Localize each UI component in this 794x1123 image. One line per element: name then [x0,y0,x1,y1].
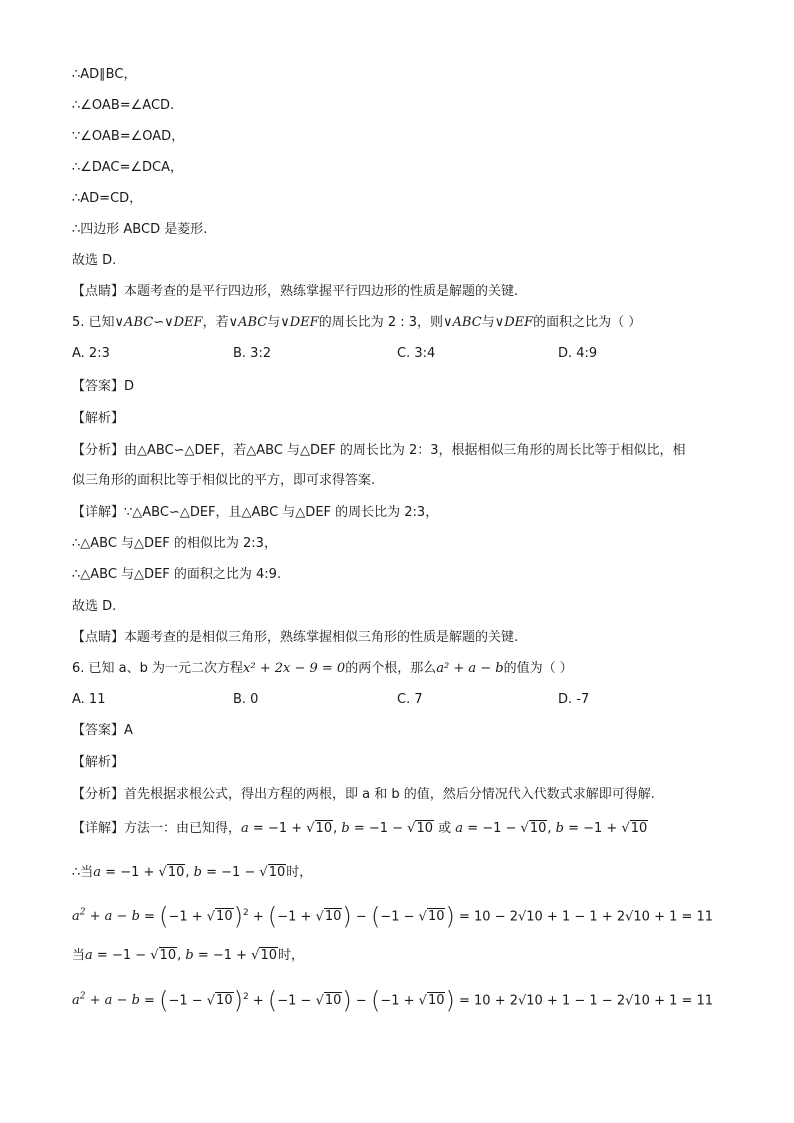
q6-answer: 【答案】A [72,723,133,738]
q6-calc-1: $a^2 + a - b = (-1 + √10)^2 + (-1 + √10) - (-1 - √10) = 10 - 2√10 + 1 - 1 + 2√10 + 1 = 11$ [72,902,714,931]
q5-analysis-cont: 似三角形的面积比等于相似比的平方，即可求得答案. [72,473,376,488]
q6-option-d: D. -7 [558,692,590,707]
q6-case-1: ∴当a = −1 + √10, b = −1 − √10时， [72,865,313,880]
proof-line: ∴∠OAB=∠ACD. [72,98,175,113]
q5-detail: ∴△ABC 与△DEF 的面积之比为 4:9. [72,567,282,582]
q6-option-c: C. 7 [397,692,423,707]
q5-dianjing: 【点睛】本题考查的是相似三角形，熟练掌握相似三角形的性质是解题的关键. [72,630,519,645]
q6-analysis-head: 【解析】 [72,755,125,770]
q5-stem: 5. 已知∨ABC∽∨DEF，若∨ABC与∨DEF的周长比为 2 : 3，则∨ABC与∨DEF的面积之比为（ ） [72,315,642,330]
similar-symbol: ∽ [153,315,165,330]
q6-case-2: 当a = −1 − √10, b = −1 + √10时， [72,948,305,963]
q5-option-d: D. 4:9 [558,346,598,361]
q5-choose: 故选 D. [72,599,117,614]
q5-analysis-head: 【解析】 [72,411,125,426]
tri-abc: ∨ABC [114,315,154,330]
q5-detail: 【详解】∵△ABC∽△DEF，且△ABC 与△DEF 的周长比为 2:3， [72,505,439,520]
tri-def: ∨DEF [164,315,203,330]
choose-line: 故选 D. [72,253,117,268]
proof-line: ∴四边形 ABCD 是菱形. [72,222,208,237]
q6-detail: 【详解】方法一：由已知得，a = −1 + √10, b = −1 − √10 或 a = −1 − √10, b = −1 + √10 [72,821,648,836]
q5-detail: ∴△ABC 与△DEF 的相似比为 2:3， [72,536,277,551]
q5-option-b: B. 3:2 [233,346,272,361]
proof-line: ∴AD=CD， [72,191,143,206]
proof-line: ∴AD∥BC， [72,67,137,82]
q6-analysis: 【分析】首先根据求根公式，得出方程的两根，即 a 和 b 的值，然后分情况代入代数式求解即可得解. [72,787,655,802]
proof-line: ∵∠OAB=∠OAD， [72,129,185,144]
equation: x² + 2x − 9 = 0 [243,661,346,676]
q6-option-a: A. 11 [72,692,106,707]
q5-stem-a: 5. 已知 [72,315,115,330]
q5-answer: 【答案】D [72,379,135,394]
q6-option-b: B. 0 [233,692,259,707]
q5-option-a: A. 2:3 [72,346,110,361]
q6-calc-2: $a^2 + a - b = (-1 - √10)^2 + (-1 - √10) - (-1 + √10) = 10 + 2√10 + 1 - 1 - 2√10 + 1 = 11$ [72,986,714,1015]
expression: a² + a − b [436,661,504,676]
proof-line: ∴∠DAC=∠DCA， [72,160,183,175]
q6-stem: 6. 已知 a、b 为一元二次方程x² + 2x − 9 = 0的两个根，那么a² + a − b的值为（ ） [72,661,573,676]
q5-option-c: C. 3:4 [397,346,436,361]
q5-analysis: 【分析】由△ABC∽△DEF，若△ABC 与△DEF 的周长比为 2：3，根据相似三角形的周长比等于相似比，相 [72,443,686,458]
dianjing-line: 【点睛】本题考查的是平行四边形，熟练掌握平行四边形的性质是解题的关键. [72,284,519,299]
